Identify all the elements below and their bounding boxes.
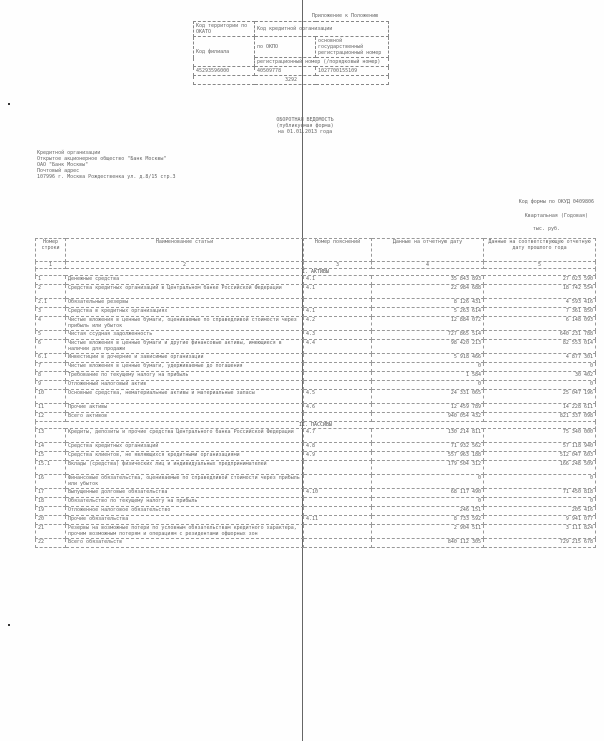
row-previous-value: 0 [484, 498, 596, 507]
table-row [36, 516, 596, 525]
section-assets: I. АКТИВЫ [36, 269, 596, 276]
row-previous-value: 0 [484, 381, 596, 390]
table-row [36, 381, 596, 390]
row-number: 7 [36, 363, 66, 372]
row-name: Отложенный налоговый актив [66, 381, 304, 390]
row-note [304, 372, 372, 381]
row-current-value: 8 126 431 [372, 299, 484, 308]
row-current-value: 0 [372, 475, 484, 489]
code-val-okpo: 40509778 [255, 67, 316, 76]
row-note: 4.11 [304, 516, 372, 525]
row-note: 4.2 [304, 317, 372, 331]
balance-table [35, 238, 596, 548]
th-name: Наименование статьи [66, 239, 304, 262]
code-sub-ogrn: основной государственный регистрационный номер [316, 37, 389, 58]
code-val-ogrn: 1027700155109 [316, 67, 389, 76]
row-name: Отложенное налоговое обязательство [66, 507, 304, 516]
row-previous-value: 166 248 509 [484, 461, 596, 475]
row-previous-value: 27 023 590 [484, 276, 596, 285]
title-line3: на 01.01.2013 года [277, 129, 333, 135]
row-number: 3 [36, 308, 66, 317]
colnum-3: 3 [304, 262, 372, 269]
row-number: 18 [36, 498, 66, 507]
units: тыс. руб. [532, 226, 560, 232]
row-name: Всего активов [66, 413, 304, 422]
row-current-value: 24 331 065 [372, 390, 484, 404]
row-note [304, 498, 372, 507]
code-col-org: Код кредитной организации [255, 22, 389, 37]
row-note: 4.1 [304, 276, 372, 285]
row-previous-value: 205 416 [484, 507, 596, 516]
row-note [304, 475, 372, 489]
th-num: Номер строки [36, 239, 66, 262]
table-row [36, 452, 596, 461]
row-previous-value: 9 941 077 [484, 516, 596, 525]
row-name: Чистые вложения в ценные бумаги, оцениваемые по справедливой стоимости через прибыль или убыток [66, 317, 304, 331]
row-current-value: 0 [372, 381, 484, 390]
code-col-filial: Код филиала [194, 37, 255, 67]
header-codes-table [193, 21, 389, 85]
row-note [304, 299, 372, 308]
table-row [36, 340, 596, 354]
row-current-value: 71 932 562 [372, 443, 484, 452]
table-row [36, 372, 596, 381]
row-note: 4.5 [304, 390, 372, 404]
row-name: Резервы на возможные потери по условным обязательствам кредитного характера, прочим возможным потерям и операциям с резидентами офшорных зон [66, 525, 304, 539]
report-title [240, 117, 370, 135]
table-row [36, 317, 596, 331]
row-name: Чистые вложения в ценные бумаги и другие финансовые активы, имеющиеся в наличии для продажи [66, 340, 304, 354]
table-row [36, 276, 596, 285]
row-name: Основные средства, нематериальные активы и материальные запасы [66, 390, 304, 404]
row-number: 6.1 [36, 354, 66, 363]
colnum-2: 2 [66, 262, 304, 269]
row-note [304, 381, 372, 390]
row-previous-value: 14 228 611 [484, 404, 596, 413]
row-current-value: 179 504 312 [372, 461, 484, 475]
row-note [304, 461, 372, 475]
row-current-value: 130 214 811 [372, 429, 484, 443]
row-note: 4.7 [304, 429, 372, 443]
row-name: Денежные средства [66, 276, 304, 285]
row-note: 4.9 [304, 452, 372, 461]
row-number: 10 [36, 390, 66, 404]
title-line1: ОБОРОТНАЯ ВЕДОМОСТЬ [276, 117, 334, 123]
row-previous-value: 18 742 554 [484, 285, 596, 299]
row-note [304, 413, 372, 422]
row-number: 20 [36, 516, 66, 525]
table-row [36, 285, 596, 299]
row-note: 4.3 [304, 331, 372, 340]
row-name: Обязательные резервы [66, 299, 304, 308]
row-name: Средства кредитных организаций в Центральном банке Российской Федерации [66, 285, 304, 299]
row-number: 15.1 [36, 461, 66, 475]
row-number: 4 [36, 317, 66, 331]
table-row [36, 413, 596, 422]
row-name: Прочие активы [66, 404, 304, 413]
row-name: Чистая ссудная задолженность [66, 331, 304, 340]
row-current-value: 35 843 893 [372, 276, 484, 285]
table-row [36, 308, 596, 317]
org-block [37, 150, 257, 180]
row-number: 13 [36, 429, 66, 443]
row-number: 8 [36, 372, 66, 381]
table-row [36, 429, 596, 443]
row-number: 17 [36, 489, 66, 498]
row-previous-value: 640 231 788 [484, 331, 596, 340]
title-line2: (публикуемая форма) [276, 123, 334, 129]
row-previous-value: 57 118 940 [484, 443, 596, 452]
row-name: Всего обязательств [66, 539, 304, 548]
row-note: 4.4 [304, 340, 372, 354]
row-number: 5 [36, 331, 66, 340]
colnum-5: 5 [484, 262, 596, 269]
header-caption: Приложение к Положению [311, 13, 379, 19]
row-previous-value: 7 361 850 [484, 308, 596, 317]
row-note [304, 354, 372, 363]
row-name: Кредиты, депозиты и прочие средства Центрального банка Российской Федерации [66, 429, 304, 443]
row-note [304, 363, 372, 372]
row-name: Вклады (средства) физических лиц и индивидуальных предпринимателей [66, 461, 304, 475]
table-row [36, 539, 596, 548]
table-row [36, 525, 596, 539]
row-name: Прочие обязательства [66, 516, 304, 525]
row-current-value: 840 112 305 [372, 539, 484, 548]
row-name: Средства кредитных организаций [66, 443, 304, 452]
row-number: 21 [36, 525, 66, 539]
row-current-value: 22 984 688 [372, 285, 484, 299]
row-current-value: 557 963 188 [372, 452, 484, 461]
row-previous-value: 4 593 416 [484, 299, 596, 308]
row-note: 4.8 [304, 443, 372, 452]
code-sub-okpo: по ОКПО [255, 37, 316, 58]
row-previous-value: 512 047 603 [484, 452, 596, 461]
colnum-4: 4 [372, 262, 484, 269]
table-row [36, 404, 596, 413]
form-code: Код формы по ОКУД 0409806 [518, 199, 594, 205]
table-row [36, 461, 596, 475]
table-row [36, 354, 596, 363]
th-current: Данные на отчетную дату [372, 239, 484, 262]
table-row [36, 443, 596, 452]
row-number: 6 [36, 340, 66, 354]
th-note: Номер пояснений [304, 239, 372, 262]
row-current-value: 98 420 213 [372, 340, 484, 354]
org-address-label: Почтовый адрес [37, 168, 80, 174]
row-name: Средства клиентов, не являющихся кредитными организациями [66, 452, 304, 461]
row-current-value: 0 [372, 498, 484, 507]
row-previous-value: 0 [484, 475, 596, 489]
row-name: Финансовые обязательства, оцениваемые по справедливой стоимости через прибыль или убыток [66, 475, 304, 489]
code-val-okato: 45293596000 [194, 67, 255, 76]
row-note [304, 525, 372, 539]
org-label: Кредитной организации [37, 150, 101, 156]
form-period: Квартальная (Годовая) [524, 213, 588, 219]
row-number: 14 [36, 443, 66, 452]
row-current-value: 68 117 490 [372, 489, 484, 498]
row-previous-value: 6 148 093 [484, 317, 596, 331]
row-current-value: 246 151 [372, 507, 484, 516]
row-number: 2.1 [36, 299, 66, 308]
row-name: Средства в кредитных организациях [66, 308, 304, 317]
section-liabilities: II. ПАССИВЫ [36, 422, 596, 429]
row-number: 19 [36, 507, 66, 516]
row-name: Требование по текущему налогу на прибыль [66, 372, 304, 381]
row-previous-value: 30 402 [484, 372, 596, 381]
code-val-regnum: 3292 [194, 76, 389, 85]
row-previous-value: 821 337 098 [484, 413, 596, 422]
row-number: 22 [36, 539, 66, 548]
row-name: Чистые вложения в ценные бумаги, удерживаемые до погашения [66, 363, 304, 372]
row-number: 1 [36, 276, 66, 285]
row-number: 2 [36, 285, 66, 299]
row-previous-value: 82 553 014 [484, 340, 596, 354]
row-name: Инвестиции в дочерние и зависимые организации [66, 354, 304, 363]
row-note [304, 507, 372, 516]
row-current-value: 8 733 592 [372, 516, 484, 525]
row-previous-value: 25 047 196 [484, 390, 596, 404]
row-previous-value: 75 340 000 [484, 429, 596, 443]
row-current-value: 1 584 [372, 372, 484, 381]
row-number: 9 [36, 381, 66, 390]
row-note: 4.1 [304, 308, 372, 317]
row-current-value: 940 054 432 [372, 413, 484, 422]
code-sub-regnum: регистрационный номер (/порядковый номер) [255, 58, 389, 67]
row-number: 12 [36, 413, 66, 422]
row-name: Обязательство по текущему налогу на прибыль [66, 498, 304, 507]
table-row [36, 507, 596, 516]
org-short: ОАО "Банк Москвы" [37, 162, 89, 168]
row-number: 11 [36, 404, 66, 413]
table-row [36, 363, 596, 372]
table-row [36, 331, 596, 340]
code-col-okato: Код территории по ОКАТО [194, 22, 255, 37]
table-row [36, 475, 596, 489]
row-current-value: 12 884 072 [372, 317, 484, 331]
row-note: 4.1 [304, 285, 372, 299]
row-current-value: 2 904 511 [372, 525, 484, 539]
row-previous-value: 0 [484, 363, 596, 372]
scan-mark-bottom [8, 624, 10, 626]
row-current-value: 5 918 466 [372, 354, 484, 363]
row-current-value: 5 263 614 [372, 308, 484, 317]
row-previous-value: 71 450 818 [484, 489, 596, 498]
org-address: 107996 г. Москва Рождественка ул. д.8/15 стр.3 [37, 174, 176, 180]
row-previous-value: 4 877 301 [484, 354, 596, 363]
th-previous: Данные на соответствующую отчетную дату прошлого года [484, 239, 596, 262]
scan-mark-top [8, 103, 10, 105]
row-note [304, 539, 372, 548]
row-current-value: 727 865 514 [372, 331, 484, 340]
row-note: 4.10 [304, 489, 372, 498]
row-name: Выпущенные долговые обязательства [66, 489, 304, 498]
row-note: 4.6 [304, 404, 372, 413]
colnum-1: 1 [36, 262, 66, 269]
row-number: 16 [36, 475, 66, 489]
table-row [36, 498, 596, 507]
table-row [36, 299, 596, 308]
table-row [36, 489, 596, 498]
row-previous-value: 729 215 678 [484, 539, 596, 548]
row-number: 15 [36, 452, 66, 461]
row-current-value: 12 459 789 [372, 404, 484, 413]
table-row [36, 390, 596, 404]
row-current-value: 0 [372, 363, 484, 372]
org-name: Открытое акционерное общество "Банк Москвы" [37, 156, 167, 162]
row-previous-value: 3 111 824 [484, 525, 596, 539]
